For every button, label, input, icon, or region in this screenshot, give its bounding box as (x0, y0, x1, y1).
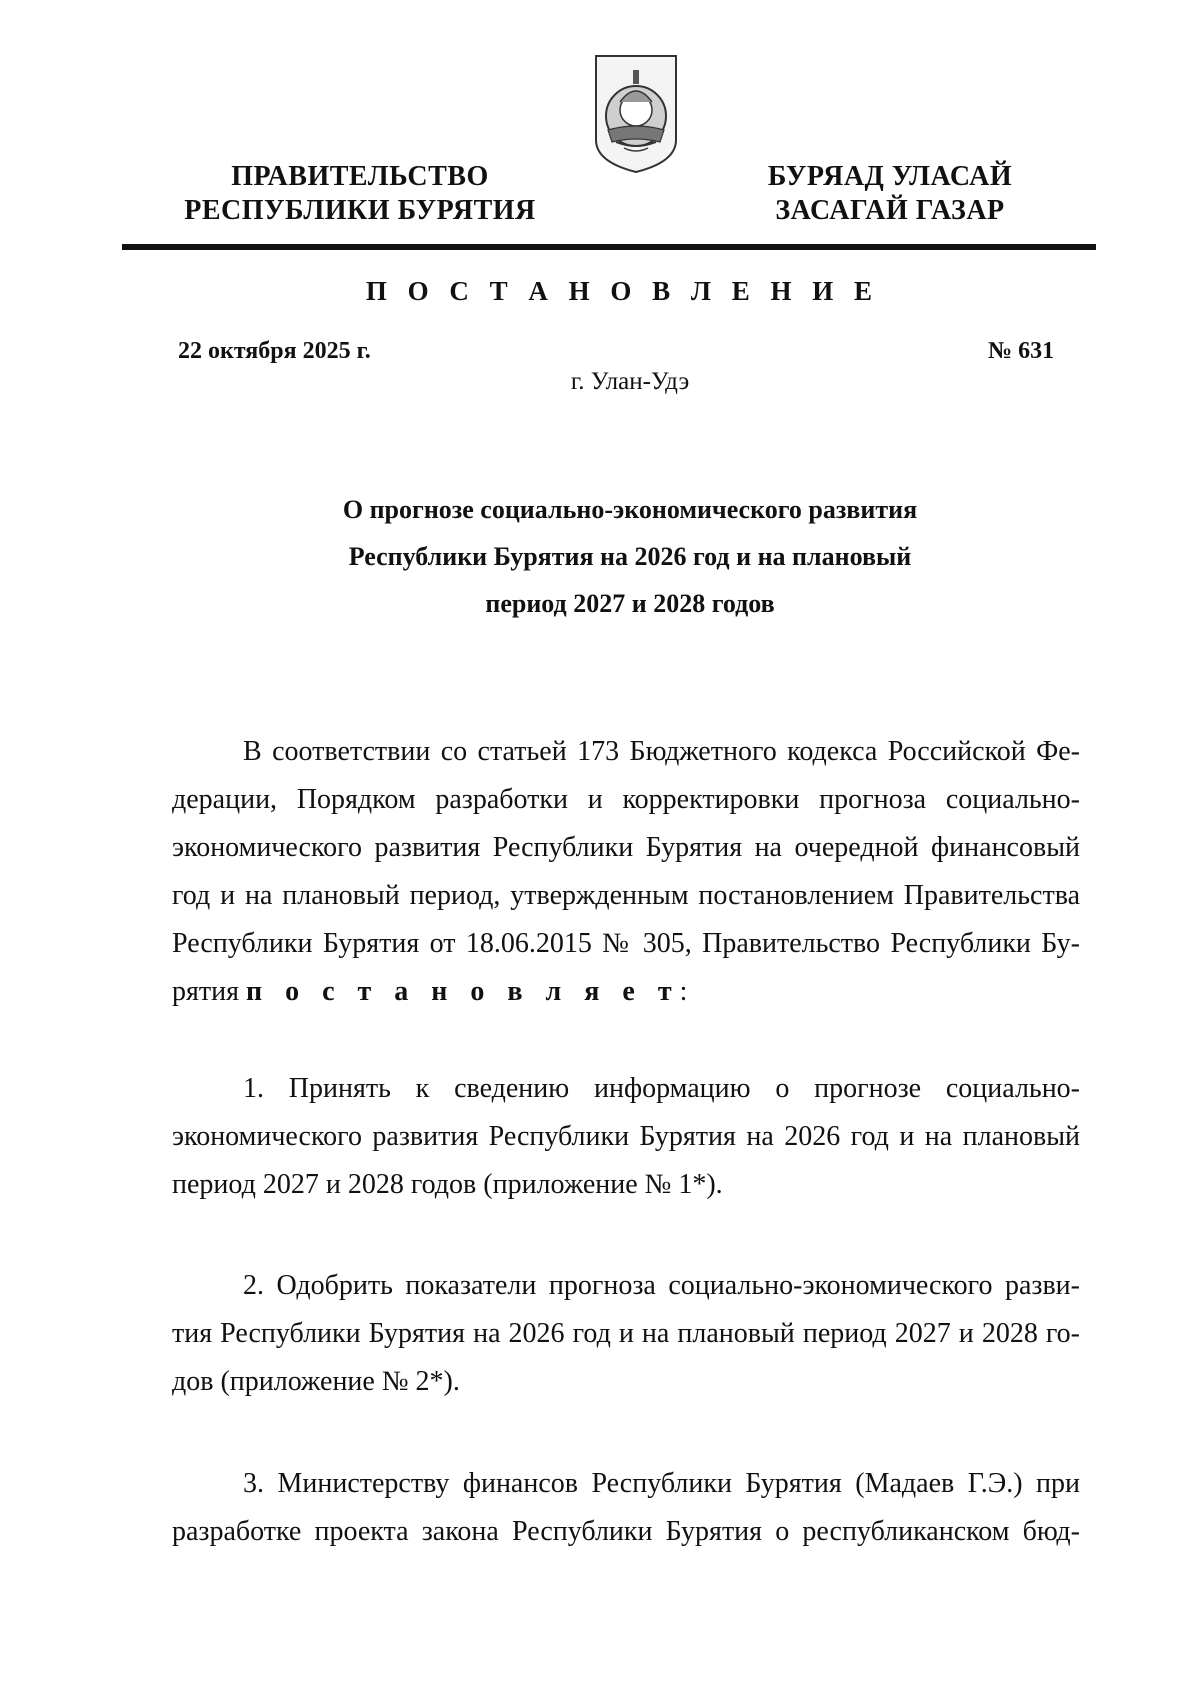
paragraph-line: 2. Одобрить показатели прогноза социально-экономического разви- (243, 1270, 1080, 1301)
resolve-suffix: : (679, 976, 688, 1007)
header-divider (122, 244, 1096, 250)
issuer-russian (170, 160, 550, 228)
paragraph-line: период 2027 и 2028 годов (приложение № 1*). (172, 1169, 723, 1200)
paragraph-line: экономического развития Республики Бурятия на очередной финансовый (172, 832, 1080, 863)
title-line: О прогнозе социально-экономического развития (342, 495, 918, 524)
document-title (170, 486, 1090, 627)
resolve-word: п о с т а н о в л я е т (245, 976, 680, 1007)
paragraph-line: год и на плановый период, утвержденным постановлением Правительства (172, 880, 1080, 911)
resolution-item-1 (172, 1065, 1080, 1209)
paragraph-line: Республики Бурятия от 18.06.2015 № 305, Правительство Республики Бу- (172, 928, 1080, 959)
paragraph-line: дерации, Порядком разработки и корректировки прогноза социально- (172, 784, 1080, 815)
title-line: период 2027 и 2028 годов (485, 589, 775, 618)
document-date: 22 октября 2025 г. (178, 338, 371, 364)
intro-paragraph (172, 728, 1080, 1016)
resolution-item-2 (172, 1262, 1080, 1406)
paragraph-line: 3. Министерству финансов Республики Бурятия (Мадаев Г.Э.) при (243, 1468, 1080, 1499)
issuer-russian-line1: ПРАВИТЕЛЬСТВО (231, 161, 489, 192)
paragraph-line-last (172, 968, 1080, 1016)
issuer-russian-line2: РЕСПУБЛИКИ БУРЯТИЯ (184, 195, 536, 226)
paragraph-line: В соответствии со статьей 173 Бюджетного кодекса Российской Фе- (243, 736, 1080, 767)
paragraph-line: 1. Принять к сведению информацию о прогнозе социально- (243, 1073, 1080, 1104)
document-city: г. Улан-Удэ (570, 368, 690, 395)
paragraph-line: разработке проекта закона Республики Бурятия о республиканском бюд- (172, 1516, 1080, 1547)
paragraph-line: тия Республики Бурятия на 2026 год и на плановый период 2027 и 2028 го- (172, 1318, 1080, 1349)
resolution-item-3 (172, 1460, 1080, 1556)
paragraph-line: экономического развития Республики Бурятия на 2026 год и на плановый (172, 1121, 1080, 1152)
issuer-buryat (740, 160, 1040, 228)
document-type: П О С Т А Н О В Л Е Н И Е (365, 276, 880, 306)
paragraph-line: дов (приложение № 2*). (172, 1366, 460, 1397)
coat-of-arms-icon (590, 52, 682, 176)
title-line: Республики Бурятия на 2026 год и на плановый (348, 542, 912, 571)
issuer-buryat-line1: БУРЯАД УЛАСАЙ (767, 161, 1013, 192)
document-number: № 631 (988, 338, 1055, 364)
issuer-buryat-line2: ЗАСАГАЙ ГАЗАР (775, 195, 1005, 226)
resolve-prefix: рятия (172, 976, 246, 1007)
